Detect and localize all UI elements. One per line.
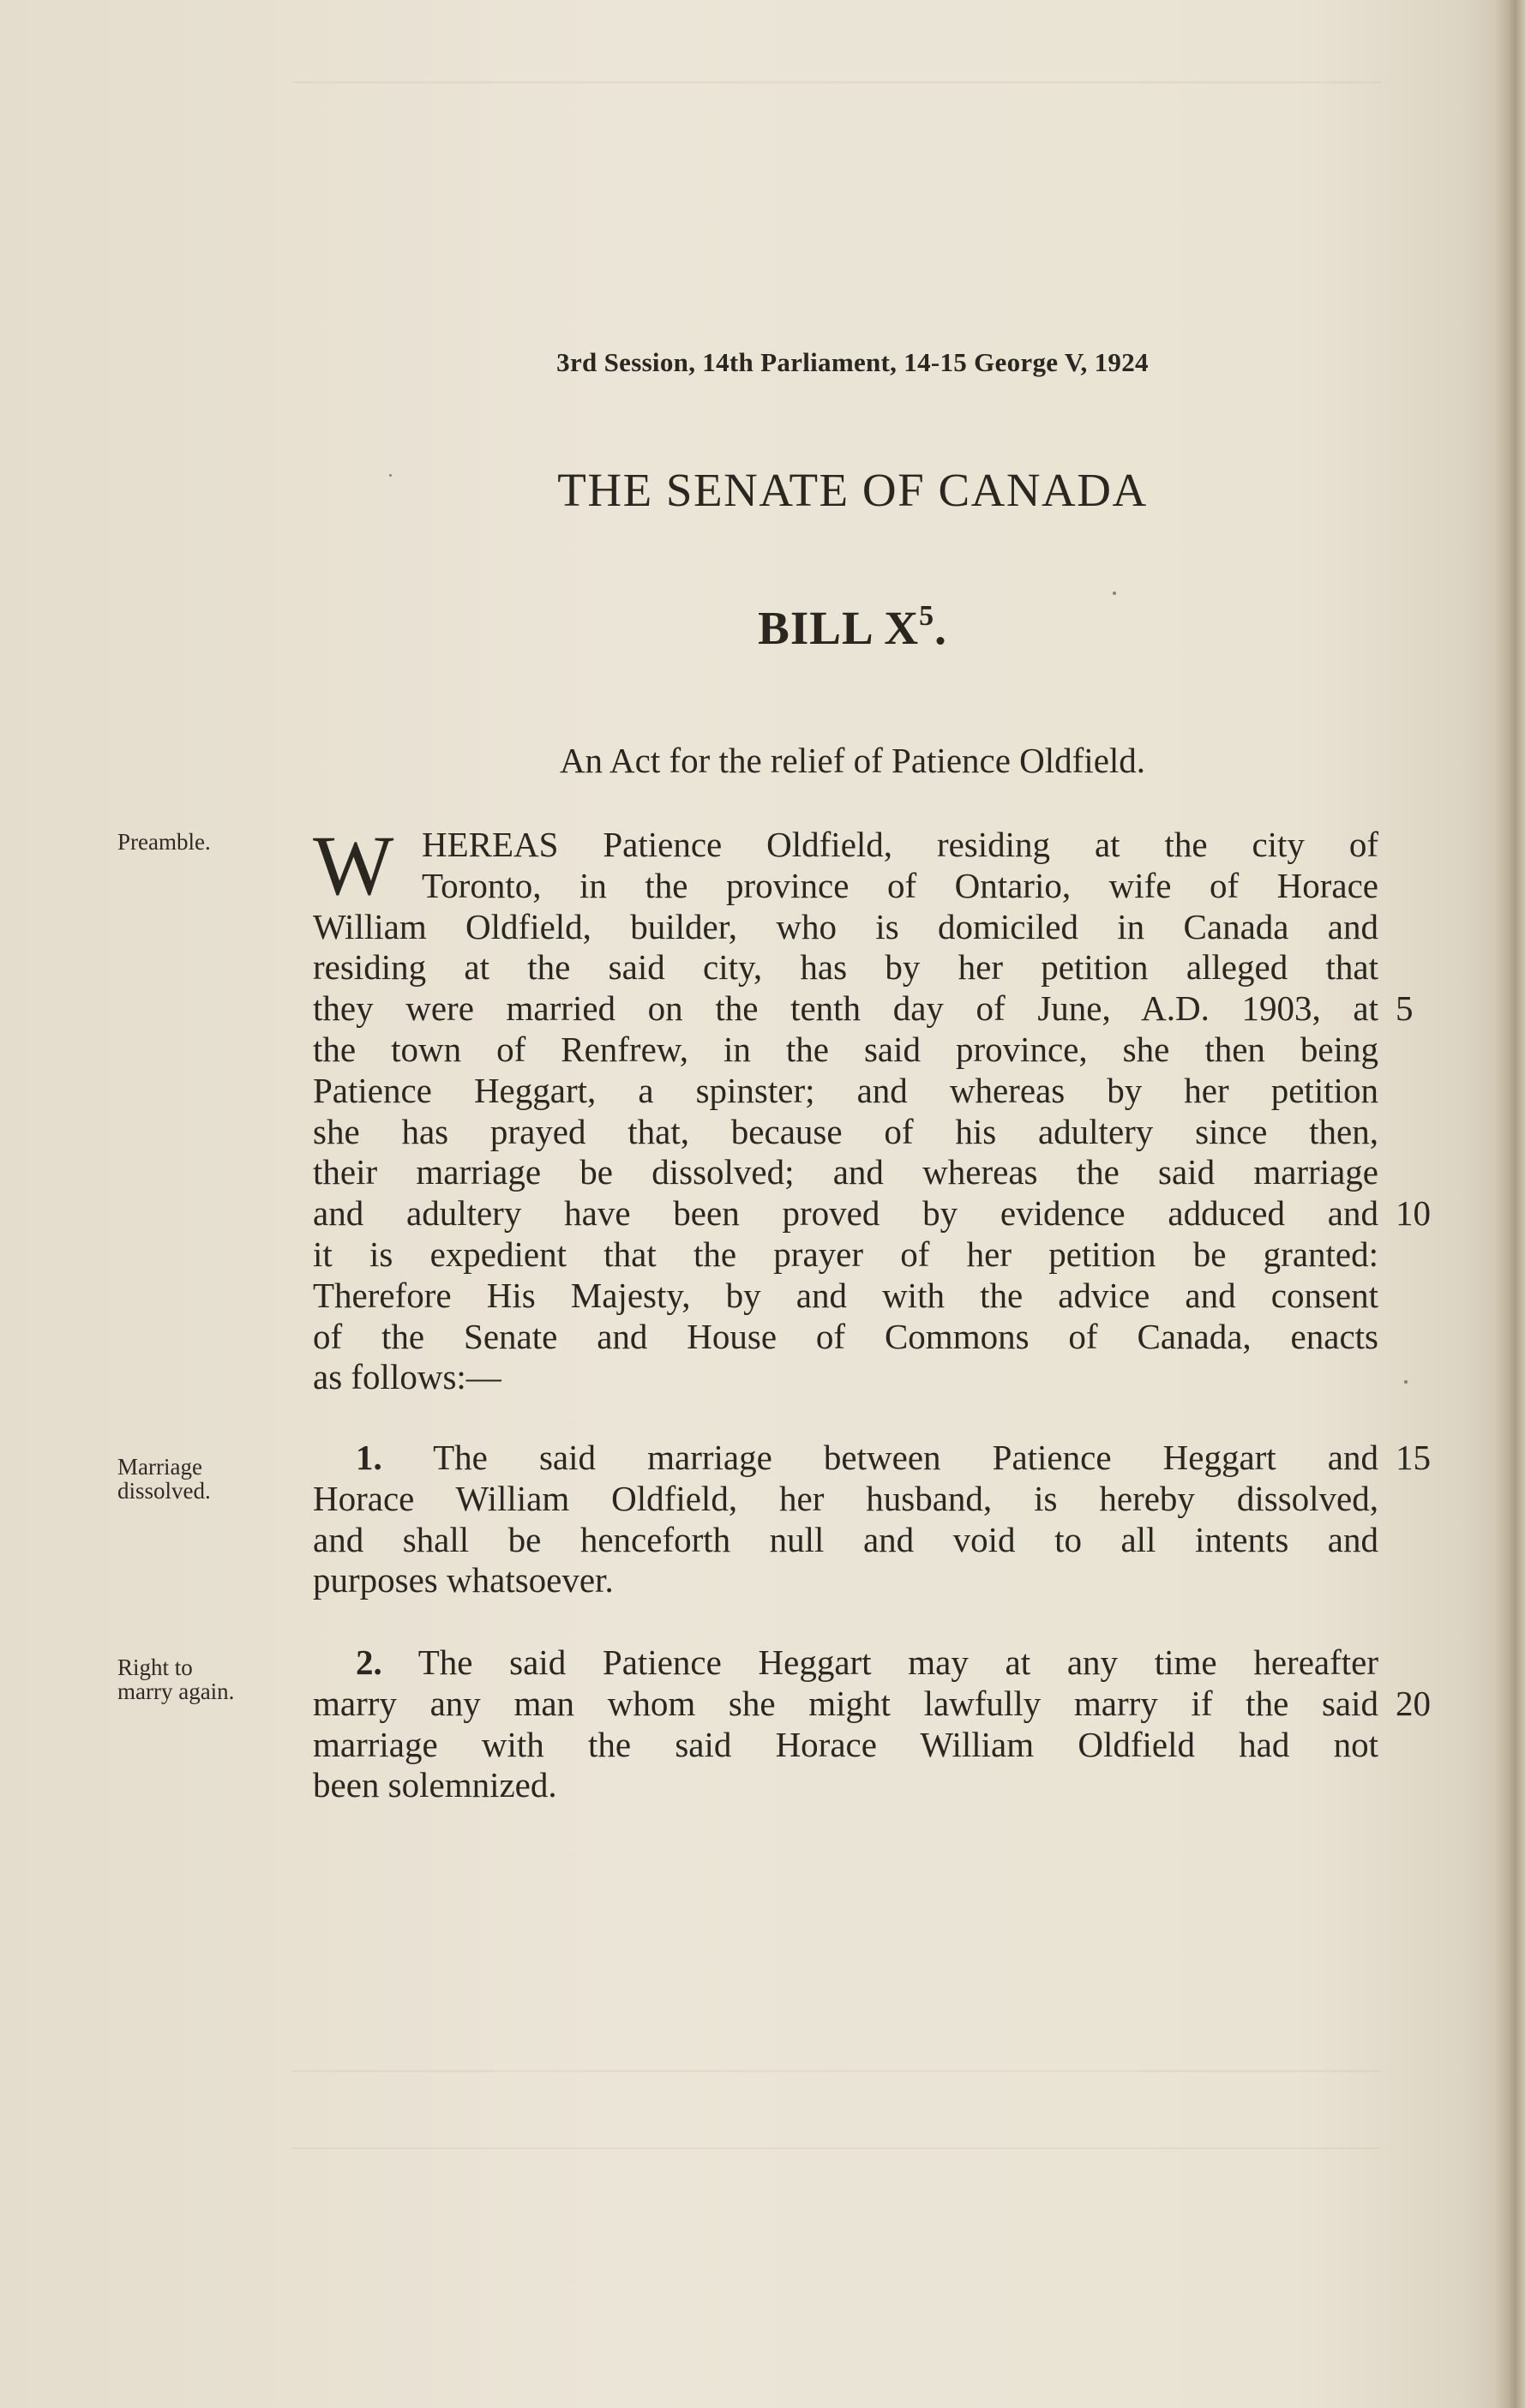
text-line: purposes whatsoever.	[313, 1560, 614, 1600]
text-line: William Oldfield, builder, who is domiciled in Canada and	[313, 906, 1378, 946]
bill-prefix: BILL X	[758, 602, 920, 654]
margin-note-right-to-marry	[117, 1655, 289, 1703]
show-through-rule	[291, 2070, 1380, 2072]
text-line: marry any man whom she might lawfully marry if the said	[313, 1683, 1378, 1723]
bill-number	[0, 600, 1525, 655]
section-number: 2.	[356, 1642, 382, 1682]
section-number: 1.	[356, 1438, 382, 1477]
margin-note-line: marry again.	[117, 1678, 235, 1704]
print-speck	[1404, 1380, 1408, 1384]
text-line: it is expedient that the prayer of her petition be granted:	[313, 1234, 1378, 1274]
line-number: 20	[1396, 1684, 1431, 1723]
text-line: been solemnized.	[313, 1765, 557, 1805]
text-line: as follows:—	[313, 1357, 501, 1397]
text-line: the town of Renfrew, in the said province, she then being	[313, 1029, 1378, 1069]
margin-note-marriage-dissolved	[117, 1455, 289, 1503]
text-line: HEREAS Patience Oldfield, residing at the city of	[422, 825, 1378, 864]
text-line: Horace William Oldfield, her husband, is hereby dissolved,	[313, 1478, 1378, 1518]
text-line-content: The said marriage between Patience Heggart and	[433, 1438, 1378, 1477]
session-header: 3rd Session, 14th Parliament, 14-15 George V, 1924	[556, 347, 1149, 377]
preamble-text	[313, 818, 1378, 1398]
text-line	[313, 1438, 1378, 1479]
text-line	[313, 1642, 1378, 1684]
senate-title: THE SENATE OF CANADA	[557, 464, 1148, 516]
section-2-text	[313, 1642, 1378, 1806]
margin-note-line: Right to	[117, 1654, 193, 1680]
margin-note-preamble: Preamble.	[117, 829, 211, 855]
text-line: marriage with the said Horace William Oldfield had not	[313, 1724, 1378, 1764]
print-speck	[389, 474, 392, 477]
text-line: they were married on the tenth day of June, A.D. 1903, at	[313, 988, 1378, 1029]
margin-note-line: dissolved.	[117, 1478, 211, 1504]
text-line: Therefore His Majesty, by and with the advice and consent	[313, 1275, 1378, 1315]
bill-suffix: .	[934, 602, 947, 654]
text-line: residing at the said city, has by her petition alleged that	[313, 947, 1378, 988]
bill-superscript: 5	[919, 600, 935, 632]
text-line: Patience Heggart, a spinster; and whereas by her petition	[313, 1070, 1378, 1110]
drop-cap: W	[313, 818, 394, 913]
show-through-rule	[291, 81, 1380, 83]
text-line: of the Senate and House of Commons of Canada, enacts	[313, 1316, 1378, 1356]
section-1-text	[313, 1438, 1378, 1601]
line-number: 5	[1396, 988, 1414, 1028]
text-line: and adultery have been proved by evidence adduced and	[313, 1193, 1378, 1234]
text-line-content: The said Patience Heggart may at any time hereafter	[417, 1642, 1378, 1682]
print-speck	[1113, 591, 1116, 595]
line-number: 15	[1396, 1438, 1431, 1477]
text-line: their marriage be dissolved; and whereas the said marriage	[313, 1152, 1378, 1192]
line-number: 10	[1396, 1193, 1431, 1233]
show-through-rule	[291, 2147, 1380, 2149]
text-line: and shall be henceforth null and void to all intents and	[313, 1519, 1378, 1559]
act-title: An Act for the relief of Patience Oldfield.	[559, 741, 1146, 780]
text-line: Toronto, in the province of Ontario, wife of Horace	[422, 865, 1378, 905]
text-line: she has prayed that, because of his adultery since then,	[313, 1111, 1378, 1151]
margin-note-line: Marriage	[117, 1454, 202, 1480]
